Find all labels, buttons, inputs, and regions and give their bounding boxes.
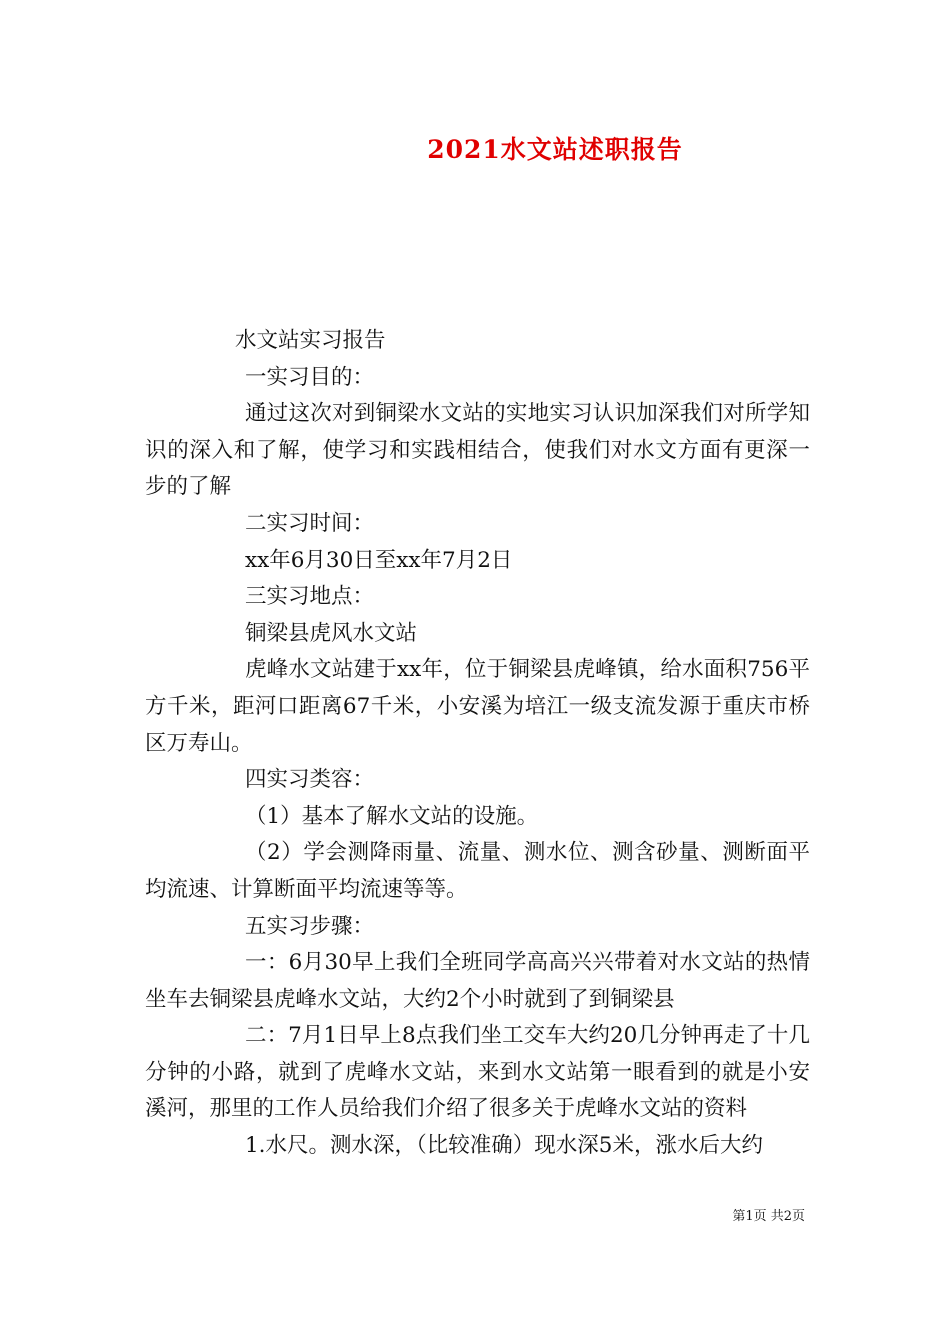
section-content-heading: 四实习类容： <box>245 767 375 793</box>
report-heading: 水文站实习报告 <box>235 328 386 353</box>
document-title: 2021水文站述职报告 <box>427 135 683 164</box>
content-item-2: （2）学会测降雨量、流量、测水位、测含砂量、测断面平均流速、计算断面平均流速等等。 <box>145 840 810 902</box>
content-item-1: （1）基本了解水文站的设施。 <box>245 803 539 829</box>
time-paragraph: xx年6月30日至xx年7月2日 <box>245 547 513 573</box>
purpose-paragraph: 通过这次对到铜梁水文站的实地实习认识加深我们对所学知识的深入和了解，使学习和实践相结合，使我们对水文方面有更深一步的了解 <box>145 401 810 500</box>
document-body <box>145 323 810 1165</box>
step-1-paragraph: 一：6月30早上我们全班同学高高兴兴带着对水文站的热情坐车去铜梁县虎峰水文站，大约2个小时就到了到铜梁县 <box>145 950 810 1012</box>
section-steps-heading: 五实习步骤： <box>245 913 375 939</box>
location-paragraph: 铜梁县虎风水文站 <box>245 620 418 646</box>
water-gauge-paragraph: 1.水尺。测水深，（比较准确）现水深5米，涨水后大约 <box>245 1133 763 1159</box>
step-2-paragraph: 二：7月1日早上8点我们坐工交车大约20几分钟再走了十几分钟的小路，就到了虎峰水文站，来到水文站第一眼看到的就是小安溪河，那里的工作人员给我们介绍了很多关于虎峰水文站的资料 <box>145 1023 810 1122</box>
section-location-heading: 三实习地点： <box>245 584 375 610</box>
page-footer: 第1页 共2页 <box>732 1209 805 1224</box>
station-description-paragraph: 虎峰水文站建于xx年，位于铜梁县虎峰镇，给水面积756平方千米，距河口距离67千米，小安溪为培江一级支流发源于重庆市桥区万寿山。 <box>145 657 810 756</box>
section-purpose-heading: 一实习目的： <box>245 364 375 390</box>
section-time-heading: 二实习时间： <box>245 510 375 536</box>
